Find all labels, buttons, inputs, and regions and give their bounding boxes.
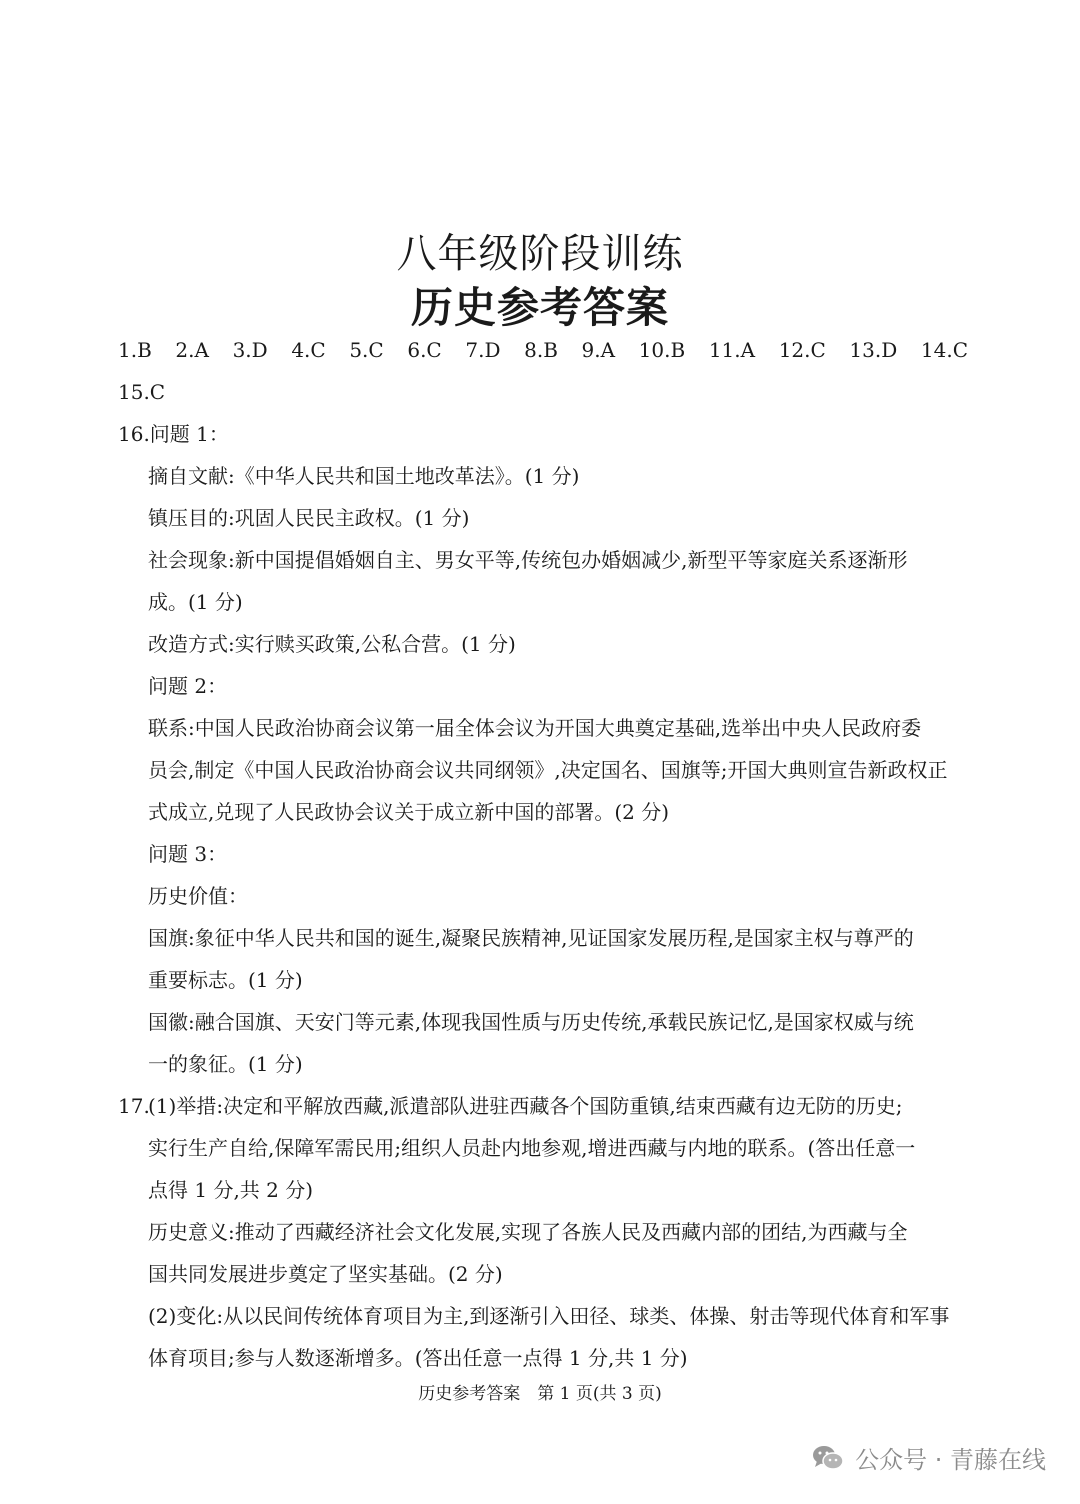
mcq-answer: 1.B <box>118 338 152 362</box>
q16-line: 镇压目的:巩固人民民主政权。(1 分) <box>148 506 470 530</box>
mcq-answer: 4.C <box>291 338 326 362</box>
wechat-icon <box>811 1443 845 1473</box>
mcq-answer: 13.D <box>849 338 898 362</box>
page-title: 八年级阶段训练 <box>396 231 684 277</box>
q16-line: 摘自文献:《中华人民共和国土地改革法》。(1 分) <box>148 464 580 488</box>
page-footer: 历史参考答案 第 1 页(共 3 页) <box>418 1384 662 1404</box>
q16-line: 改造方式:实行赎买政策,公私合营。(1 分) <box>148 632 516 656</box>
q16-line: 重要标志。(1 分) <box>148 968 303 992</box>
q17-line: 实行生产自给,保障军需民用;组织人员赴内地参观,增进西藏与内地的联系。(答出任意一 <box>148 1136 916 1160</box>
q17-line: 国共同发展进步奠定了坚实基础。(2 分) <box>148 1262 503 1286</box>
mcq-answer: 2.A <box>175 338 209 362</box>
mcq-answer: 12.C <box>778 338 826 362</box>
q17-line: 历史意义:推动了西藏经济社会文化发展,实现了各族人民及西藏内部的团结,为西藏与全 <box>148 1220 908 1244</box>
page-subtitle: 历史参考答案 <box>410 283 669 332</box>
q17-line: (2)变化:从以民间传统体育项目为主,到逐渐引入田径、球类、体操、射击等现代体育和军事 <box>148 1304 950 1328</box>
q16-line: 国旗:象征中华人民共和国的诞生,凝聚民族精神,见证国家发展历程,是国家主权与尊严的 <box>148 926 914 950</box>
mcq-answer: 14.C <box>920 338 968 362</box>
mcq-answer: 8.B <box>524 338 558 362</box>
q16-line: 联系:中国人民政治协商会议第一届全体会议为开国大典奠定基础,选举出中央人民政府委 <box>148 716 922 740</box>
q16-line: 社会现象:新中国提倡婚姻自主、男女平等,传统包办婚姻减少,新型平等家庭关系逐渐形 <box>148 548 908 572</box>
q17-label: 17. <box>118 1094 150 1118</box>
q16-line: 历史价值： <box>148 884 248 908</box>
mcq-answer: 11.A <box>708 338 756 362</box>
mcq-answer-15: 15.C <box>118 380 166 404</box>
q16-line: 成。(1 分) <box>148 590 243 614</box>
q16-line: 员会,制定《中国人民政治协商会议共同纲领》,决定国名、国旗等;开国大典则宣告新政权正 <box>148 758 948 782</box>
mcq-answer: 3.D <box>232 338 268 362</box>
mcq-answer: 9.A <box>581 338 616 362</box>
mcq-answers <box>118 336 968 364</box>
mcq-answer: 7.D <box>465 338 501 362</box>
mcq-answer: 10.B <box>638 338 686 362</box>
mcq-answer: 6.C <box>407 338 442 362</box>
q16-line: 问题 2： <box>148 674 228 698</box>
q17-line: 体育项目;参与人数逐渐增多。(答出任意一点得 1 分,共 1 分) <box>148 1346 688 1370</box>
q16-label: 16.问题 1： <box>118 422 229 446</box>
watermark-text: 公众号 · 青藤在线 <box>855 1446 1046 1474</box>
mcq-answer: 5.C <box>349 338 384 362</box>
q16-line: 国徽:融合国旗、天安门等元素,体现我国性质与历史传统,承载民族记忆,是国家权威与统 <box>148 1010 914 1034</box>
q16-line: 问题 3： <box>148 842 228 866</box>
q17-line: 点得 1 分,共 2 分) <box>148 1178 314 1202</box>
watermark <box>811 1440 1046 1475</box>
q17-line: (1)举措:决定和平解放西藏,派遣部队进驻西藏各个国防重镇,结束西藏有边无防的历史; <box>148 1094 903 1118</box>
q16-line: 一的象征。(1 分) <box>148 1052 303 1076</box>
q16-line: 式成立,兑现了人民政协会议关于成立新中国的部署。(2 分) <box>148 800 670 824</box>
